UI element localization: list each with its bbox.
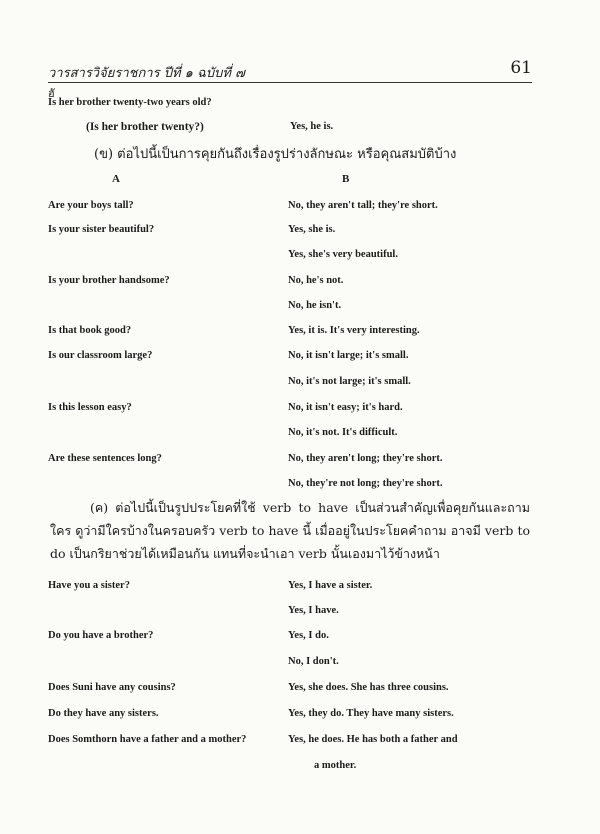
answer: Yes, they do. They have many sisters. (288, 708, 454, 719)
column-a-label: A (112, 173, 120, 185)
running-header (48, 58, 532, 83)
answer: No, it's not large; it's small. (288, 376, 411, 387)
question: Is your sister beautiful? (48, 224, 155, 235)
answer: No, it isn't easy; it's hard. (288, 402, 403, 413)
intro-question: Is her brother twenty-two years old? (48, 97, 212, 108)
answer: Yes, he does. He has both a father and (288, 734, 458, 745)
answer: No, it's not. It's difficult. (288, 427, 398, 438)
answer: No, they aren't tall; they're short. (288, 200, 438, 211)
answer: Yes, I have. (288, 605, 339, 616)
question: Does Suni have any cousins? (48, 682, 176, 693)
question: Have you a sister? (48, 580, 130, 591)
intro-answer: Yes, he is. (290, 121, 334, 132)
column-b-label: B (342, 173, 350, 185)
answer: Yes, she's very beautiful. (288, 249, 398, 260)
question: Is our classroom large? (48, 350, 153, 361)
page-number: 61 (510, 58, 532, 78)
answer: No, they're not long; they're short. (288, 478, 443, 489)
section-b-heading: (ข) ต่อไปนี้เป็นการคุยกันถึงเรื่องรูปร่างลักษณะ หรือคุณสมบัติบ้าง (94, 147, 457, 162)
question: Are these sentences long? (48, 453, 162, 464)
question: Do they have any sisters. (48, 708, 159, 719)
question: Are your boys tall? (48, 200, 134, 211)
question: Is your brother handsome? (48, 275, 170, 286)
question: Does Somthorn have a father and a mother? (48, 734, 247, 745)
answer: Yes, I do. (288, 630, 329, 641)
journal-title: วารสารวิจัยราชการ ปีที่ ๑ ฉบับที่ ๗ (48, 66, 245, 81)
answer: No, he's not. (288, 275, 344, 286)
answer: Yes, it is. It's very interesting. (288, 325, 420, 336)
question: Is that book good? (48, 325, 132, 336)
answer: Yes, she does. She has three cousins. (288, 682, 449, 693)
answer: No, it isn't large; it's small. (288, 350, 409, 361)
answer: a mother. (314, 760, 357, 771)
section-c-paragraph: (ค) ต่อไปนี้เป็นรูปประโยคที่ใช้ verb to have เป็นส่วนสำคัญเพื่อคุยกันและถามใคร ดูว่ามีใครบ้างในครอบครัว verb to have นี้ เมื่ออยู่ในประโยคคำถาม อาจมี verb to do เป็นกริยาช่วยได้เหมือนกัน แทนที่จะนำเอา verb นั้นเองมาไว้ข้างหน้า (50, 500, 530, 561)
answer: No, he isn't. (288, 300, 342, 311)
question: Do you have a brother? (48, 630, 154, 641)
answer: No, they aren't long; they're short. (288, 453, 443, 464)
stray-mark: ฮั (48, 87, 55, 100)
question: Is this lesson easy? (48, 402, 132, 413)
answer: Yes, I have a sister. (288, 580, 373, 591)
answer: No, I don't. (288, 656, 339, 667)
intro-question-parenthetical: (Is her brother twenty?) (86, 121, 204, 133)
answer: Yes, she is. (288, 224, 336, 235)
